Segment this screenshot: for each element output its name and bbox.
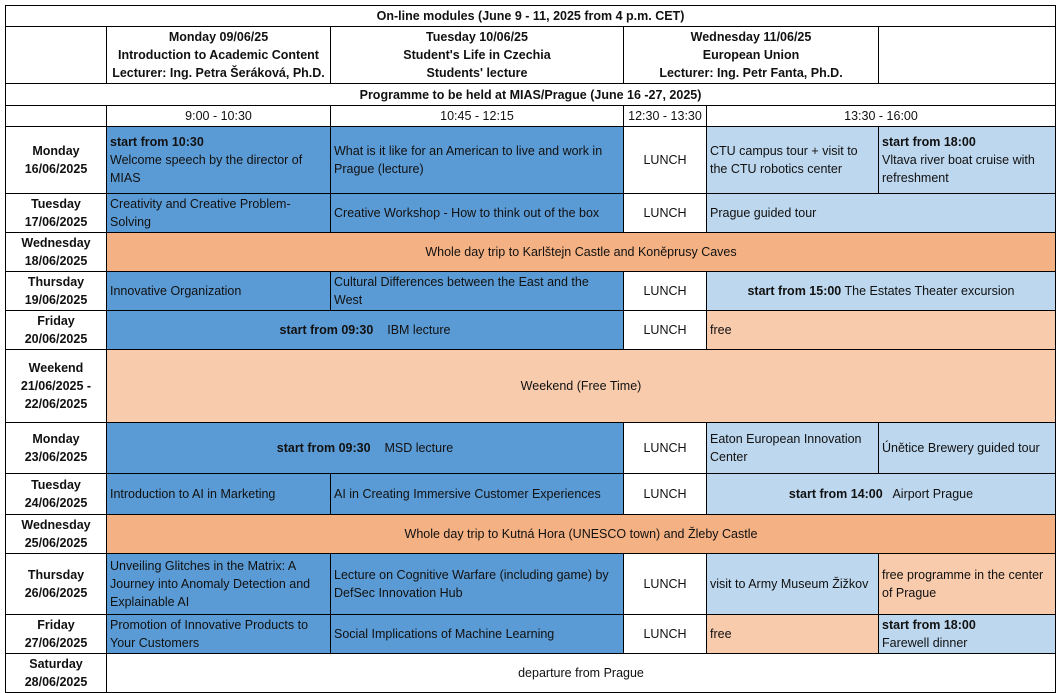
session-cell: free programme in the center of Prague [879,554,1056,615]
session-cell: Eaton European Innovation Center [707,423,879,474]
session-cell: Lecture on Cognitive Warfare (including game) by DefSec Innovation Hub [331,554,624,615]
session-cell: Social Implications of Machine Learning [331,615,624,654]
time-empty-cell [6,106,107,127]
lunch-cell: LUNCH [624,272,707,311]
table-row [6,423,1056,474]
module-topic: European Union [702,48,800,62]
day-name: Monday [32,432,80,446]
day-label [6,474,107,515]
lunch-cell: LUNCH [624,615,707,654]
table-row [6,515,1056,554]
whole-day-trip-cell: Whole day trip to Karlštejn Castle and Koněprusy Caves [107,233,1056,272]
day-name: Saturday [29,657,83,671]
session-cell [107,311,624,350]
day-label [6,311,107,350]
day-label [6,194,107,233]
online-module-tuesday [331,27,624,84]
session-text: IBM lecture [387,323,451,337]
time-slot-4: 13:30 - 16:00 [707,106,1056,127]
online-modules-title: On-line modules (June 9 - 11, 2025 from 4 p.m. CET) [6,6,1056,27]
session-cell [107,127,331,194]
day-name: Wednesday [21,236,91,250]
table-row [6,272,1056,311]
day-date: 23/06/2025 [24,450,88,464]
day-date: 20/06/2025 [24,332,88,346]
table-row [6,474,1056,515]
table-row [6,127,1056,194]
session-text: Farewell dinner [882,636,968,650]
day-label [6,554,107,615]
table-row [6,654,1056,693]
session-cell [879,127,1056,194]
session-cell: Unveiling Glitches in the Matrix: A Journey into Anomaly Detection and Explainable AI [107,554,331,615]
day-date: 26/06/2025 [24,586,88,600]
day-name: Tuesday [31,197,81,211]
session-text: Airport Prague [892,487,974,501]
session-cell [879,615,1056,654]
session-cell: Introduction to AI in Marketing [107,474,331,515]
session-cell: Innovative Organization [107,272,331,311]
module-topic: Introduction to Academic Content [118,48,319,62]
day-date: 16/06/2025 [24,162,88,176]
day-date: 27/06/2025 [24,636,88,650]
day-label [6,423,107,474]
day-date: 19/06/2025 [24,293,88,307]
day-name: Friday [37,618,75,632]
session-text: Welcome speech by the director of MIAS [110,153,303,185]
session-start: start from 15:00 [747,284,842,298]
online-module-monday [107,27,331,84]
table-row [6,233,1056,272]
session-cell: AI in Creating Immersive Customer Experiences [331,474,624,515]
whole-day-trip-cell: Whole day trip to Kutná Hora (UNESCO town) and Žleby Castle [107,515,1056,554]
session-cell: CTU campus tour + visit to the CTU robotics center [707,127,879,194]
module-date: Monday 09/06/25 [168,30,269,44]
day-date: 18/06/2025 [24,254,88,268]
session-cell: visit to Army Museum Žižkov [707,554,879,615]
day-date: 25/06/2025 [24,536,88,550]
session-cell: Únětice Brewery guided tour [879,423,1056,474]
time-slot-1: 9:00 - 10:30 [107,106,331,127]
lunch-cell: LUNCH [624,423,707,474]
day-name: Wednesday [21,518,91,532]
table-row [6,311,1056,350]
session-start: start from 14:00 [788,487,883,501]
online-module-wednesday [624,27,879,84]
schedule-table [5,5,1056,693]
session-cell: What is it like for an American to live and work in Prague (lecture) [331,127,624,194]
session-text: Vltava river boat cruise with refreshment [882,153,1035,185]
session-start: start from 09:30 [279,323,374,337]
lunch-cell: LUNCH [624,311,707,350]
table-row [6,350,1056,423]
session-cell: Creative Workshop - How to think out of the box [331,194,624,233]
session-cell: Cultural Differences between the East and the West [331,272,624,311]
time-slot-2: 10:45 - 12:15 [331,106,624,127]
programme-title: Programme to be held at MIAS/Prague (June 16 -27, 2025) [6,84,1056,106]
time-slot-3: 12:30 - 13:30 [624,106,707,127]
day-label [6,615,107,654]
session-text: MSD lecture [384,441,454,455]
session-text: The Estates Theater excursion [844,284,1015,298]
day-label [6,127,107,194]
module-lecturer: Students' lecture [426,66,528,80]
day-name: Friday [37,314,75,328]
session-start: start from 10:30 [110,135,204,149]
session-cell [107,423,624,474]
day-name: Tuesday [31,478,81,492]
table-row [6,615,1056,654]
lunch-cell: LUNCH [624,474,707,515]
day-label [6,654,107,693]
day-name: Monday [32,144,80,158]
session-cell [707,272,1056,311]
day-name: Weekend [28,361,84,375]
day-date: 21/06/2025 - [20,379,92,393]
online-empty-cell [879,27,1056,84]
session-cell: Prague guided tour [707,194,1056,233]
session-cell: Creativity and Creative Problem-Solving [107,194,331,233]
day-name: Thursday [27,275,85,289]
session-cell: free [707,615,879,654]
lunch-cell: LUNCH [624,127,707,194]
day-date: 28/06/2025 [24,675,88,689]
module-lecturer: Lecturer: Ing. Petr Fanta, Ph.D. [659,66,843,80]
module-topic: Student's Life in Czechia [403,48,551,62]
table-row [6,194,1056,233]
day-date: 22/06/2025 [24,397,88,411]
session-cell [707,474,1056,515]
day-name: Thursday [27,568,85,582]
module-date: Tuesday 10/06/25 [426,30,528,44]
module-date: Wednesday 11/06/25 [690,30,812,44]
day-label [6,233,107,272]
lunch-cell: LUNCH [624,554,707,615]
session-cell: free [707,311,1056,350]
weekend-cell: Weekend (Free Time) [107,350,1056,423]
session-cell: Promotion of Innovative Products to Your Customers [107,615,331,654]
day-date: 17/06/2025 [24,215,88,229]
departure-cell: departure from Prague [107,654,1056,693]
day-label [6,350,107,423]
table-row [6,554,1056,615]
session-start: start from 18:00 [882,135,976,149]
module-lecturer: Lecturer: Ing. Petra Šeráková, Ph.D. [112,66,325,80]
session-start: start from 18:00 [882,618,976,632]
day-date: 24/06/2025 [24,496,88,510]
day-label [6,515,107,554]
day-label [6,272,107,311]
lunch-cell: LUNCH [624,194,707,233]
session-start: start from 09:30 [276,441,371,455]
online-empty-cell [6,27,107,84]
